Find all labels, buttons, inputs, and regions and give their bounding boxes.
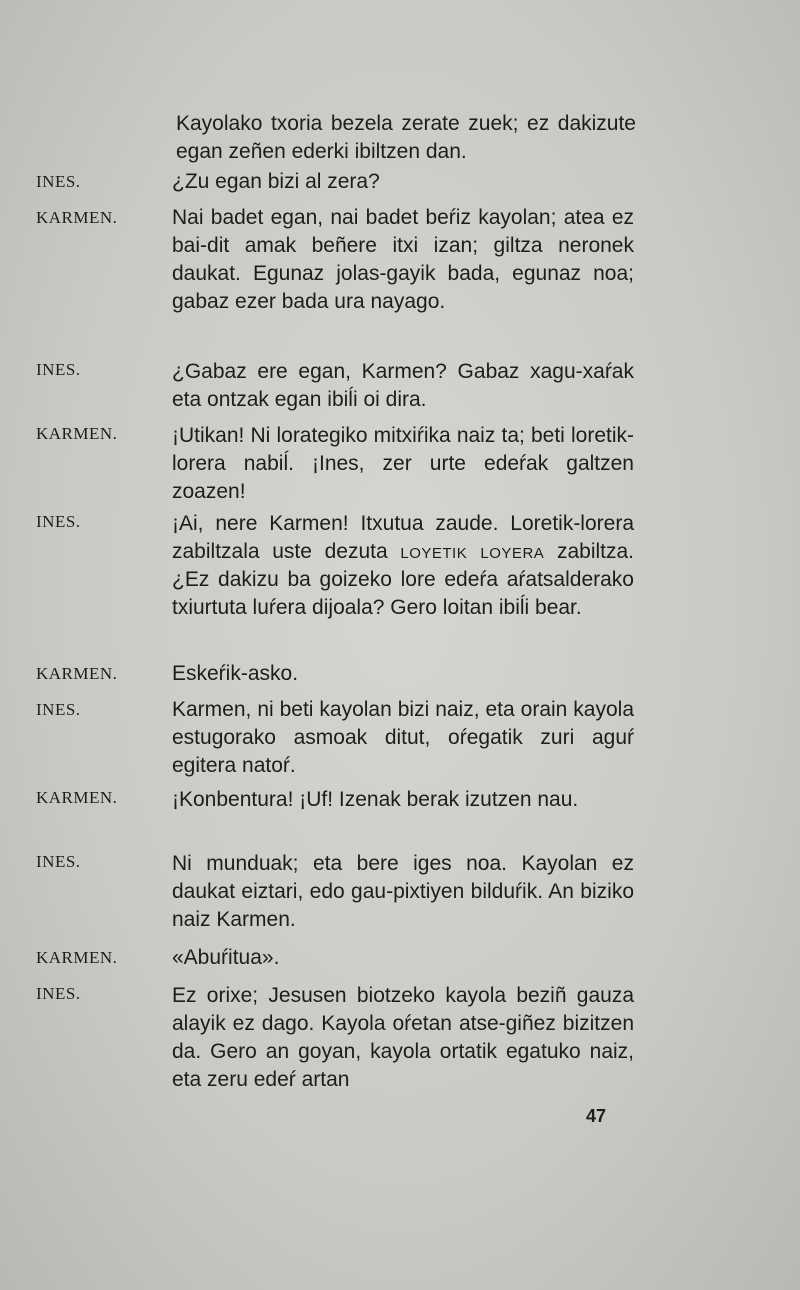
speaker-label: KARMEN. [36, 664, 118, 683]
speech-text: Nai badet egan, nai badet beŕiz kayolan; atea ez bai-dit amak beñere itxi izan; giltza neronek daukat. Egunaz jolas-gayik bada, egunaz noa; gabaz ezer bada ura nayago. [172, 206, 634, 313]
speaker-label: INES. [36, 512, 81, 531]
speaker-label: KARMEN. [36, 208, 118, 227]
speech-text-part: ¡Ai, nere Karmen! Itxutua zaude. Loretik-lorera zabiltzala uste dezuta [172, 512, 634, 563]
speaker-label: INES. [36, 172, 81, 191]
intro-text: Kayolako txoria bezela zerate zuek; ez dakizute egan zeñen ederki ibiltzen dan. [176, 112, 636, 163]
speech-text: Karmen, ni beti kayolan bizi naiz, eta orain kayola estugorako asmoak ditut, oŕegatik zuri aguŕ egitera natoŕ. [172, 698, 634, 777]
speaker-label: KARMEN. [36, 948, 118, 967]
speech-text: Eskeŕik-asko. [172, 662, 299, 685]
speaker-label: KARMEN. [36, 424, 118, 443]
speech-text [172, 510, 634, 622]
speech-text: Ni munduak; eta bere iges noa. Kayolan ez daukat eiztari, edo gau-pixtiyen bilduŕik. An biziko naiz Karmen. [172, 852, 634, 931]
speech-text-part: zabiltza. ¿Ez dakizu ba goizeko lore edeŕa aŕatsalderako txiurtuta luŕera dijoala? Gero loitan ibiĺi bear. [172, 540, 635, 619]
speaker-label: INES. [36, 700, 81, 719]
speech-text: Ez orixe; Jesusen biotzeko kayola beziñ gauza alayik ez dago. Kayola oŕetan atse-giñez bizitzen da. Gero an goyan, kayola ortatik egatuko naiz, eta zeru edeŕ artan [172, 984, 634, 1091]
speech-small-caps: loyetik loyera [400, 540, 545, 563]
speaker-label: INES. [36, 360, 81, 379]
speech-text: ¿Zu egan bizi al zera? [172, 170, 380, 193]
page-number: 47 [586, 1106, 607, 1126]
speaker-label: KARMEN. [36, 788, 118, 807]
speech-text: ¡Konbentura! ¡Uf! Izenak berak izutzen nau. [172, 788, 579, 811]
speech-text: ¡Utikan! Ni lorategiko mitxiŕika naiz ta; beti loretik-lorera nabiĺ. ¡Ines, zer urte edeŕak galtzen zoazen! [172, 424, 634, 503]
speaker-label: INES. [36, 984, 81, 1003]
speech-text: «Abuŕitua». [172, 946, 280, 969]
speaker-label: INES. [36, 852, 81, 871]
speech-text: ¿Gabaz ere egan, Karmen? Gabaz xagu-xaŕak eta ontzak egan ibiĺi oi dira. [172, 360, 634, 411]
